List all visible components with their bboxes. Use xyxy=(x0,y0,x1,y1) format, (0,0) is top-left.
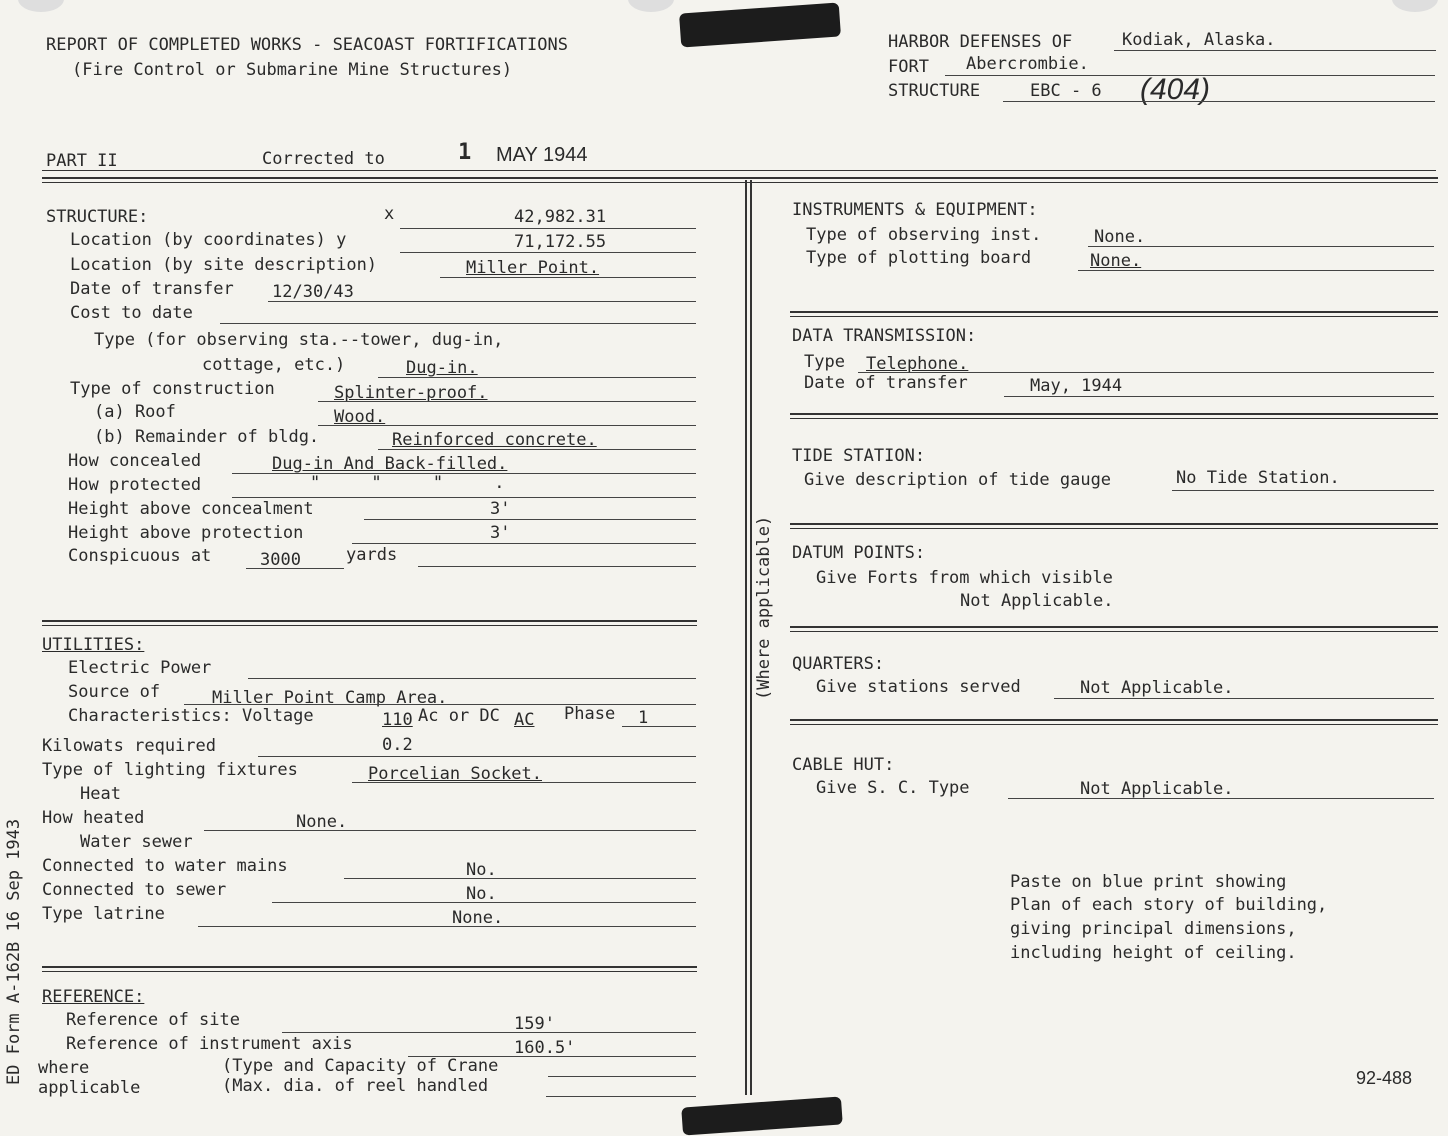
datum-label: Give Forts from which visible xyxy=(816,568,1113,588)
heated-value: None. xyxy=(296,812,348,832)
roof-label: (a) Roof xyxy=(94,402,176,422)
tide-heading: TIDE STATION: xyxy=(792,446,926,466)
concealed-label: How concealed xyxy=(68,451,202,471)
structure-label: STRUCTURE xyxy=(888,81,981,101)
x-value: 42,982.31 xyxy=(514,207,607,227)
column-divider xyxy=(745,180,747,1095)
reference-site-label: Reference of site xyxy=(66,1010,240,1030)
structure-handwritten: (404) xyxy=(1140,73,1211,106)
structure-value: EBC - 6 xyxy=(1030,81,1102,101)
type-label-2: cottage, etc.) xyxy=(202,355,346,375)
location-site-value: Miller Point. xyxy=(466,258,600,278)
fort-value: Abercrombie. xyxy=(966,54,1089,74)
redaction-stamp-bottom xyxy=(681,1096,843,1135)
type-label-1: Type (for observing sta.--tower, dug-in, xyxy=(94,330,504,350)
cable-label: Give S. C. Type xyxy=(816,778,970,798)
reference-axis-value: 160.5' xyxy=(514,1038,576,1058)
datum-heading: DATUM POINTS: xyxy=(792,543,926,563)
height-concealment-label: Height above concealment xyxy=(68,499,314,519)
instruments-heading: INSTRUMENTS & EQUIPMENT: xyxy=(792,200,1038,220)
paste-line-2: Plan of each story of building, xyxy=(1010,895,1328,915)
kilowatts-value: 0.2 xyxy=(382,735,413,755)
concealed-value: Dug-in And Back-filled. xyxy=(272,454,508,474)
page-number: 92-488 xyxy=(1356,1068,1413,1088)
water-mains-label: Connected to water mains xyxy=(42,856,288,876)
data-transmission-heading: DATA TRANSMISSION: xyxy=(792,326,977,346)
sewer-label: Connected to sewer xyxy=(42,880,227,900)
paste-line-3: giving principal dimensions, xyxy=(1010,919,1297,939)
where-label: where xyxy=(38,1058,90,1078)
part-label: PART II xyxy=(46,151,118,171)
protected-label: How protected xyxy=(68,475,202,495)
water-label: Water sewer xyxy=(80,832,193,852)
harbor-defenses-label: HARBOR DEFENSES OF xyxy=(888,32,1073,52)
lighting-label: Type of lighting fixtures xyxy=(42,760,298,780)
heat-label: Heat xyxy=(80,784,121,804)
fort-label: FORT xyxy=(888,57,929,77)
data-type-label: Type xyxy=(804,352,845,372)
heated-label: How heated xyxy=(42,808,145,828)
kilowatts-label: Kilowats required xyxy=(42,736,216,756)
ac-dc-label: Ac or DC xyxy=(418,706,500,726)
report-subtitle: (Fire Control or Submarine Mine Structures) xyxy=(72,60,513,80)
observing-value: None. xyxy=(1094,227,1146,247)
quarters-heading: QUARTERS: xyxy=(792,654,885,674)
height-protection-value: 3' xyxy=(490,523,511,543)
protected-value: " " " . xyxy=(310,473,505,493)
remainder-label: (b) Remainder of bldg. xyxy=(94,427,320,447)
applicable-label: applicable xyxy=(38,1078,141,1098)
structure-heading: STRUCTURE: xyxy=(46,207,149,227)
form-number-margin: ED Form A-162B 16 Sep 1943 xyxy=(4,818,24,1085)
punch-hole-right xyxy=(1392,0,1438,12)
reference-site-value: 159' xyxy=(514,1014,555,1034)
quarters-label: Give stations served xyxy=(816,677,1021,697)
roof-value: Wood. xyxy=(334,407,386,427)
source-label: Source of xyxy=(68,682,161,702)
construction-label: Type of construction xyxy=(70,379,275,399)
utilities-heading: UTILITIES: xyxy=(42,635,145,655)
date-transfer-label: Date of transfer xyxy=(70,279,234,299)
cost-label: Cost to date xyxy=(70,303,193,323)
paste-line-4: including height of ceiling. xyxy=(1010,943,1297,963)
remainder-value: Reinforced concrete. xyxy=(392,430,597,450)
x-label: x xyxy=(384,204,395,224)
conspicuous-unit: yards xyxy=(346,545,398,565)
punch-hole-center xyxy=(628,0,674,12)
construction-value: Splinter-proof. xyxy=(334,383,488,403)
characteristics-label: Characteristics: Voltage xyxy=(68,706,314,726)
where-applicable-margin: (Where applicable) xyxy=(754,515,774,700)
quarters-value: Not Applicable. xyxy=(1080,678,1234,698)
conspicuous-value: 3000 xyxy=(260,550,301,570)
tide-label: Give description of tide gauge xyxy=(804,470,1112,490)
cable-value: Not Applicable. xyxy=(1080,779,1234,799)
height-protection-label: Height above protection xyxy=(68,523,304,543)
location-site-label: Location (by site description) xyxy=(70,255,378,275)
crane-label: (Type and Capacity of Crane xyxy=(222,1056,499,1076)
phase-value: 1 xyxy=(638,708,649,728)
conspicuous-label: Conspicuous at xyxy=(68,546,212,566)
voltage-value: 110 xyxy=(382,710,413,730)
observing-label: Type of observing inst. xyxy=(806,225,1042,245)
plotting-value: None. xyxy=(1090,251,1142,271)
corrected-month-year: MAY 1944 xyxy=(496,144,588,166)
electric-label: Electric Power xyxy=(68,658,212,678)
data-type-value: Telephone. xyxy=(866,354,969,374)
location-coords-label: Location (by coordinates) y xyxy=(70,230,347,250)
y-value: 71,172.55 xyxy=(514,232,607,252)
lighting-value: Porcelian Socket. xyxy=(368,764,542,784)
reference-axis-label: Reference of instrument axis xyxy=(66,1034,353,1054)
punch-hole-left xyxy=(18,0,64,12)
sewer-value: No. xyxy=(466,884,497,904)
data-date-label: Date of transfer xyxy=(804,373,968,393)
corrected-day: 1 xyxy=(458,140,472,165)
source-value: Miller Point Camp Area. xyxy=(212,688,448,708)
ac-dc-value: AC xyxy=(514,710,535,730)
height-concealment-value: 3' xyxy=(490,499,511,519)
plotting-label: Type of plotting board xyxy=(806,248,1032,268)
phase-label: Phase xyxy=(564,704,616,724)
latrine-label: Type latrine xyxy=(42,904,165,924)
paste-line-1: Paste on blue print showing xyxy=(1010,872,1287,892)
date-transfer-value: 12/30/43 xyxy=(272,282,354,302)
datum-value: Not Applicable. xyxy=(960,591,1114,611)
latrine-value: None. xyxy=(452,908,504,928)
reel-label: (Max. dia. of reel handled xyxy=(222,1076,489,1096)
data-date-value: May, 1944 xyxy=(1030,376,1123,396)
report-title: REPORT OF COMPLETED WORKS - SEACOAST FORTIFICATIONS xyxy=(46,35,568,55)
tide-value: No Tide Station. xyxy=(1176,468,1340,488)
water-mains-value: No. xyxy=(466,860,497,880)
corrected-label: Corrected to xyxy=(262,149,385,169)
type-value: Dug-in. xyxy=(406,358,478,378)
harbor-defenses-value: Kodiak, Alaska. xyxy=(1122,30,1276,50)
reference-heading: REFERENCE: xyxy=(42,987,145,1007)
redaction-stamp-top xyxy=(679,2,841,47)
cable-heading: CABLE HUT: xyxy=(792,755,895,775)
